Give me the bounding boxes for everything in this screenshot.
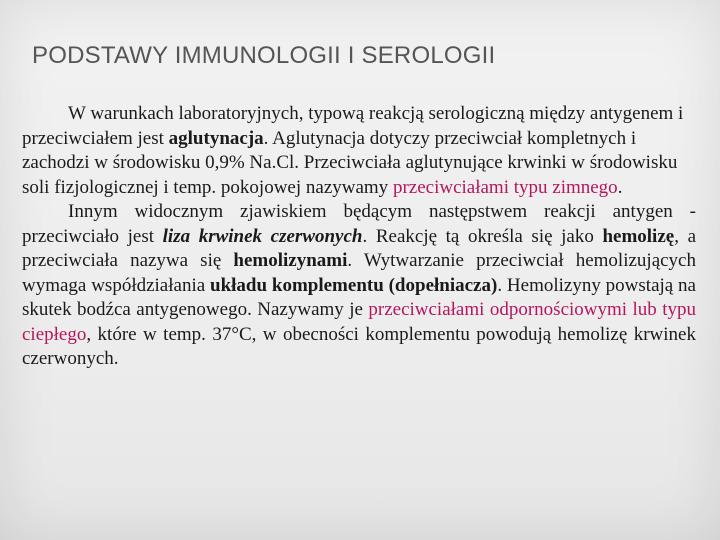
text-run: . Wytwarzanie przeciwciał hemolizujących wymaga współdziałania: [22, 250, 696, 296]
term-aglutynacja: aglutynacja: [168, 127, 264, 149]
slide-title: PODSTAWY IMMUNOLOGII I SEROLOGII: [32, 42, 496, 69]
term-liza-krwinek: liza krwinek czerwonych: [162, 225, 363, 247]
text-run: Innym widocznym zjawiskiem będącym następstwem reakcji antygen - przeciwciało jest: [22, 201, 696, 247]
term-warm-antibodies: przeciwciałami odpornościowymi lub typu ciepłego: [22, 299, 696, 345]
paragraph-hemolysis: [22, 200, 696, 372]
term-uklad-komplementu: układu komplementu (dopełniacza): [210, 274, 498, 296]
text-run: , które w temp. 37°C, w obecności komplementu powodują hemolizę krwinek czerwonych.: [22, 323, 696, 369]
text-run: W warunkach laboratoryjnych, typową reakcją serologiczną między antygenem i przeciwciałem jest: [22, 103, 684, 149]
text-run: , a przeciwciała nazywa się: [22, 225, 697, 271]
term-hemolizyny: hemolizynami: [233, 250, 348, 271]
term-cold-antibodies: przeciwciałami typu zimnego: [392, 176, 618, 198]
slide-body: [22, 102, 696, 372]
text-run: . Hemolizyny powstają na skutek bodźca antygenowego. Nazywamy je: [22, 274, 696, 320]
text-run: . Reakcję tą określa się jako: [362, 225, 603, 247]
text-run: .: [617, 176, 623, 198]
paragraph-agglutination: [22, 102, 696, 200]
term-hemoliza: hemolizę: [602, 225, 675, 247]
text-run: . Aglutynacja dotyczy przeciwciał kompletnych i zachodzi w środowisku 0,9% Na.Cl. Przeciwciała aglutynujące krwinki w środowisku soli fizjologicznej i temp. pokojowej nazywamy: [22, 127, 678, 198]
